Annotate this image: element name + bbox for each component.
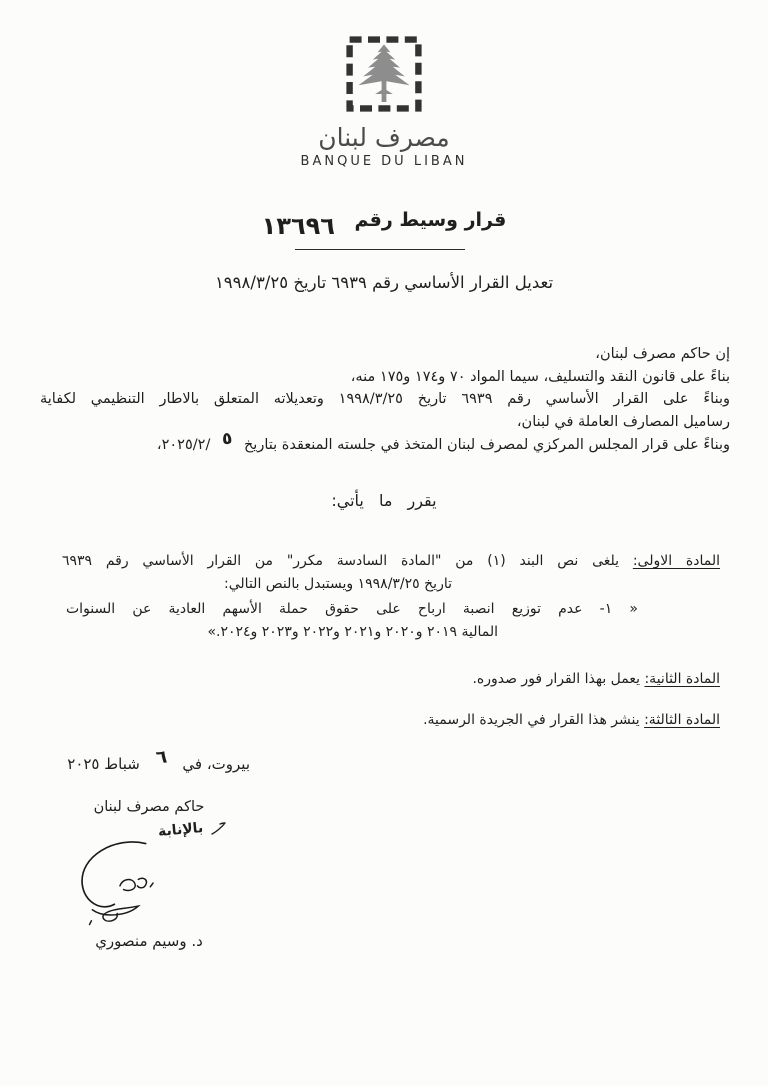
article-2 <box>472 671 720 687</box>
article-2-label: المادة الثانية: <box>644 671 720 687</box>
signature-scribble-wrap <box>68 838 230 934</box>
cedar-tree-icon <box>344 34 424 114</box>
handwritten-date-day: ٦ <box>154 746 168 769</box>
quote-line-1: « ١- عدم توزيع انصبة ارباح على حقوق حملة الأسهم العادية عن السنوات <box>66 601 638 617</box>
article-3-label: المادة الثالثة: <box>644 712 720 728</box>
session-date: ،٢٠٢٥/٢/ <box>156 437 211 453</box>
decision-title <box>0 204 768 240</box>
dateline-month-year: شباط ٢٠٢٥ <box>67 755 140 773</box>
signature-scribble <box>68 838 170 930</box>
article-1-line-2: تاريخ ١٩٩٨/٣/٢٥ ويستبدل بالنص التالي: <box>224 575 452 592</box>
quote-line-2: المالية ٢٠١٩ و٢٠٢٠ و٢٠٢١ و٢٠٢٢ و٢٠٢٣ و٢٠٢٤.» <box>207 623 498 640</box>
article-1-quote <box>66 598 638 643</box>
title-underline <box>295 249 465 250</box>
preamble-line-2: بناءً على قانون النقد والتسليف، سيما المواد ٧٠ و١٧٤ و١٧٥ منه، <box>350 368 730 385</box>
pen-stroke-icon <box>210 821 228 836</box>
handwritten-acting-note: بالإنابة <box>157 820 204 840</box>
dateline <box>67 746 250 774</box>
handwritten-session-day: ٥ <box>220 428 234 450</box>
preamble-line-5 <box>40 428 730 457</box>
preamble-line-1: إن حاكم مصرف لبنان، <box>595 346 730 362</box>
decision-subject: تعديل القرار الأساسي رقم ٦٩٣٩ تاريخ ١٩٩٨/٣/٢٥ <box>214 273 554 292</box>
article-1-line-1 <box>62 550 720 573</box>
article-3-body: ينشر هذا القرار في الجريدة الرسمية. <box>423 712 640 728</box>
signature-capacity <box>68 819 230 838</box>
article-3 <box>423 712 720 728</box>
article-1-body: يلغى نص البند (١) من "المادة السادسة مكرر" من القرار الأساسي رقم ٦٩٣٩ <box>62 553 620 569</box>
decree-intro: يقرر ما يأتي: <box>331 491 437 510</box>
signature-block <box>68 799 230 950</box>
preamble-line-4: رساميل المصارف العاملة في لبنان، <box>516 413 730 430</box>
bank-name-arabic: مصرف لبنان <box>318 123 450 152</box>
signatory-title: حاكم مصرف لبنان <box>93 799 205 815</box>
decision-title-label: قرار وسيط رقم <box>354 209 507 231</box>
article-1 <box>62 550 720 595</box>
article-2-body: يعمل بهذا القرار فور صدوره. <box>472 671 641 687</box>
bank-logo <box>0 34 768 169</box>
signatory-name: د. وسيم منصوري <box>95 932 203 950</box>
article-1-label: المادة الاولى: <box>632 553 720 569</box>
preamble <box>40 343 730 457</box>
preamble-line-3: وبناءً على القرار الأساسي رقم ٦٩٣٩ تاريخ ١٩٩٨/٣/٢٥ وتعديلاته المتعلق بالاطار التنظيمي لكفاية <box>40 391 730 407</box>
bank-name-latin: BANQUE DU LIBAN <box>300 154 468 170</box>
decision-number: ١٣٦٩٦ <box>261 212 335 240</box>
preamble-line-5-text: وبناءً على قرار المجلس المركزي لمصرف لبنان المتخذ في جلسته المنعقدة بتاريخ <box>243 437 730 453</box>
dateline-place: بيروت، في <box>182 755 250 773</box>
